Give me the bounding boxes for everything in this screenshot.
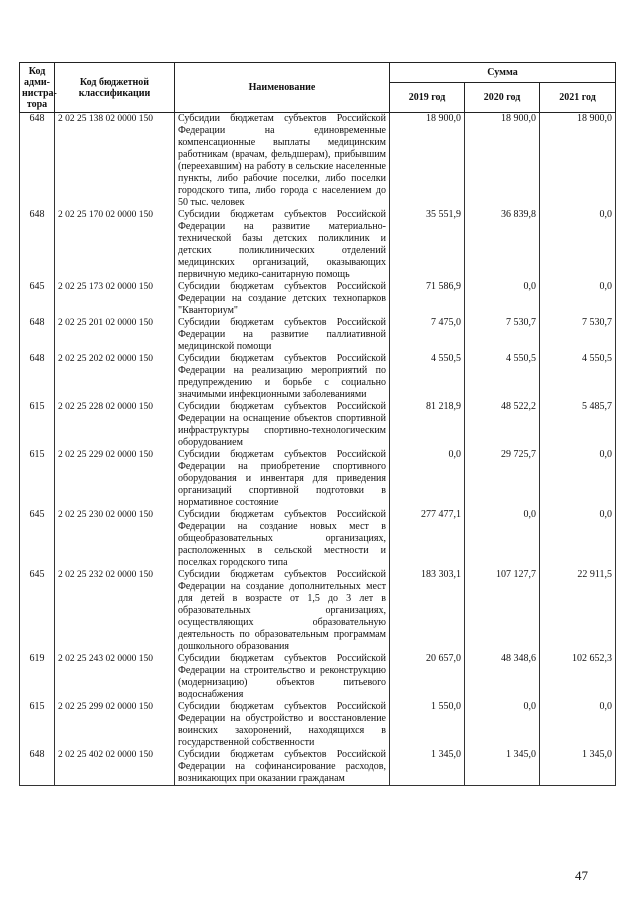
name-cell: Субсидии бюджетам субъектов Российской Федерации на реализацию мероприятий по предупреждению и борьбе с социально значимыми инфекционными заболеваниями	[175, 353, 390, 401]
admin-code-cell: 619	[20, 653, 55, 701]
sum-2020-cell: 7 530,7	[465, 317, 540, 353]
table-row	[20, 749, 616, 786]
sum-2019-cell: 35 551,9	[390, 209, 465, 281]
admin-code-cell: 615	[20, 701, 55, 749]
name-cell: Субсидии бюджетам субъектов Российской Федерации на обустройство и восстановление воинских захоронений, находящихся в государственной собственности	[175, 701, 390, 749]
sum-2021-cell: 7 530,7	[540, 317, 616, 353]
sum-2020-cell: 36 839,8	[465, 209, 540, 281]
name-cell: Субсидии бюджетам субъектов Российской Федерации на создание детских технопарков "Кванториум"	[175, 281, 390, 317]
admin-code-cell: 648	[20, 353, 55, 401]
sum-2020-cell: 107 127,7	[465, 569, 540, 653]
sum-2019-cell: 1 550,0	[390, 701, 465, 749]
budget-code-cell: 2 02 25 229 02 0000 150	[55, 449, 175, 509]
budget-code-cell: 2 02 25 299 02 0000 150	[55, 701, 175, 749]
budget-code-cell: 2 02 25 402 02 0000 150	[55, 749, 175, 786]
name-cell: Субсидии бюджетам субъектов Российской Федерации на приобретение спортивного оборудования и инвентаря для приведения организаций спортивной подготовки в нормативное состояние	[175, 449, 390, 509]
header-admin-code: Код адми-нистра-тора	[20, 63, 55, 113]
sum-2020-cell: 0,0	[465, 509, 540, 569]
admin-code-cell: 645	[20, 509, 55, 569]
sum-2019-cell: 4 550,5	[390, 353, 465, 401]
table-row	[20, 317, 616, 353]
sum-2020-cell: 18 900,0	[465, 113, 540, 210]
sum-2021-cell: 0,0	[540, 509, 616, 569]
sum-2021-cell: 0,0	[540, 701, 616, 749]
name-cell: Субсидии бюджетам субъектов Российской Федерации на софинансирование расходов, возникающих при оказании гражданам	[175, 749, 390, 786]
sum-2019-cell: 1 345,0	[390, 749, 465, 786]
sum-2019-cell: 81 218,9	[390, 401, 465, 449]
table-row	[20, 209, 616, 281]
admin-code-cell: 615	[20, 401, 55, 449]
name-cell: Субсидии бюджетам субъектов Российской Федерации на развитие паллиативной медицинской помощи	[175, 317, 390, 353]
sum-2021-cell: 0,0	[540, 281, 616, 317]
sum-2020-cell: 48 522,2	[465, 401, 540, 449]
budget-code-cell: 2 02 25 228 02 0000 150	[55, 401, 175, 449]
sum-2020-cell: 29 725,7	[465, 449, 540, 509]
table-row	[20, 569, 616, 653]
sum-2019-cell: 71 586,9	[390, 281, 465, 317]
budget-code-cell: 2 02 25 230 02 0000 150	[55, 509, 175, 569]
sum-2021-cell: 18 900,0	[540, 113, 616, 210]
name-cell: Субсидии бюджетам субъектов Российской Федерации на создание дополнительных мест для детей в возрасте от 1,5 до 3 лет в образовательных организациях, осуществляющих образовательную деятельность по образовательным программам дошкольного образования	[175, 569, 390, 653]
sum-2021-cell: 4 550,5	[540, 353, 616, 401]
sum-2020-cell: 0,0	[465, 281, 540, 317]
budget-code-cell: 2 02 25 173 02 0000 150	[55, 281, 175, 317]
table-row	[20, 401, 616, 449]
budget-code-cell: 2 02 25 201 02 0000 150	[55, 317, 175, 353]
table-row	[20, 509, 616, 569]
header-name: Наименование	[175, 63, 390, 113]
budget-table	[19, 62, 616, 786]
budget-code-cell: 2 02 25 138 02 0000 150	[55, 113, 175, 210]
sum-2020-cell: 1 345,0	[465, 749, 540, 786]
sum-2019-cell: 183 303,1	[390, 569, 465, 653]
sum-2021-cell: 0,0	[540, 449, 616, 509]
sum-2021-cell: 1 345,0	[540, 749, 616, 786]
sum-2020-cell: 48 348,6	[465, 653, 540, 701]
name-cell: Субсидии бюджетам субъектов Российской Федерации на создание новых мест в общеобразовательных организациях, расположенных в сельской местности и поселках городского типа	[175, 509, 390, 569]
sum-2020-cell: 0,0	[465, 701, 540, 749]
sum-2021-cell: 22 911,5	[540, 569, 616, 653]
admin-code-cell: 615	[20, 449, 55, 509]
name-cell: Субсидии бюджетам субъектов Российской Федерации на оснащение объектов спортивной инфраструктуры спортивно-технологическим оборудованием	[175, 401, 390, 449]
sum-2019-cell: 277 477,1	[390, 509, 465, 569]
sum-2019-cell: 7 475,0	[390, 317, 465, 353]
sum-2021-cell: 102 652,3	[540, 653, 616, 701]
header-budget-code: Код бюджетной классификации	[55, 63, 175, 113]
budget-code-cell: 2 02 25 243 02 0000 150	[55, 653, 175, 701]
table-row	[20, 653, 616, 701]
table-row	[20, 353, 616, 401]
admin-code-cell: 645	[20, 569, 55, 653]
budget-code-cell: 2 02 25 202 02 0000 150	[55, 353, 175, 401]
sum-2021-cell: 5 485,7	[540, 401, 616, 449]
admin-code-cell: 648	[20, 749, 55, 786]
header-year-2019: 2019 год	[390, 83, 465, 113]
table-row	[20, 449, 616, 509]
table-row	[20, 281, 616, 317]
sum-2020-cell: 4 550,5	[465, 353, 540, 401]
sum-2019-cell: 0,0	[390, 449, 465, 509]
admin-code-cell: 648	[20, 317, 55, 353]
table-header	[20, 63, 616, 113]
sum-2019-cell: 20 657,0	[390, 653, 465, 701]
page-number: 47	[575, 868, 588, 883]
table-row	[20, 701, 616, 749]
header-year-2021: 2021 год	[540, 83, 616, 113]
table-row	[20, 113, 616, 210]
sum-2019-cell: 18 900,0	[390, 113, 465, 210]
table-body	[20, 113, 616, 786]
budget-code-cell: 2 02 25 232 02 0000 150	[55, 569, 175, 653]
admin-code-cell: 648	[20, 209, 55, 281]
sum-2021-cell: 0,0	[540, 209, 616, 281]
admin-code-cell: 645	[20, 281, 55, 317]
header-sum: Сумма	[390, 63, 616, 83]
budget-code-cell: 2 02 25 170 02 0000 150	[55, 209, 175, 281]
header-year-2020: 2020 год	[465, 83, 540, 113]
name-cell: Субсидии бюджетам субъектов Российской Федерации на развитие материально-технической базы детских поликлиник и детских поликлинических отделений медицинских организаций, оказывающих первичную медико-санитарную помощь	[175, 209, 390, 281]
name-cell: Субсидии бюджетам субъектов Российской Федерации на строительство и реконструкцию (модернизацию) объектов питьевого водоснабжения	[175, 653, 390, 701]
name-cell: Субсидии бюджетам субъектов Российской Федерации на единовременные компенсационные выплаты медицинским работникам (врачам, фельдшерам), прибывшим (переехавшим) на работу в сельские населенные пункты, либо рабочие поселки, либо поселки городского типа, либо города с населением до 50 тыс. человек	[175, 113, 390, 210]
admin-code-cell: 648	[20, 113, 55, 210]
